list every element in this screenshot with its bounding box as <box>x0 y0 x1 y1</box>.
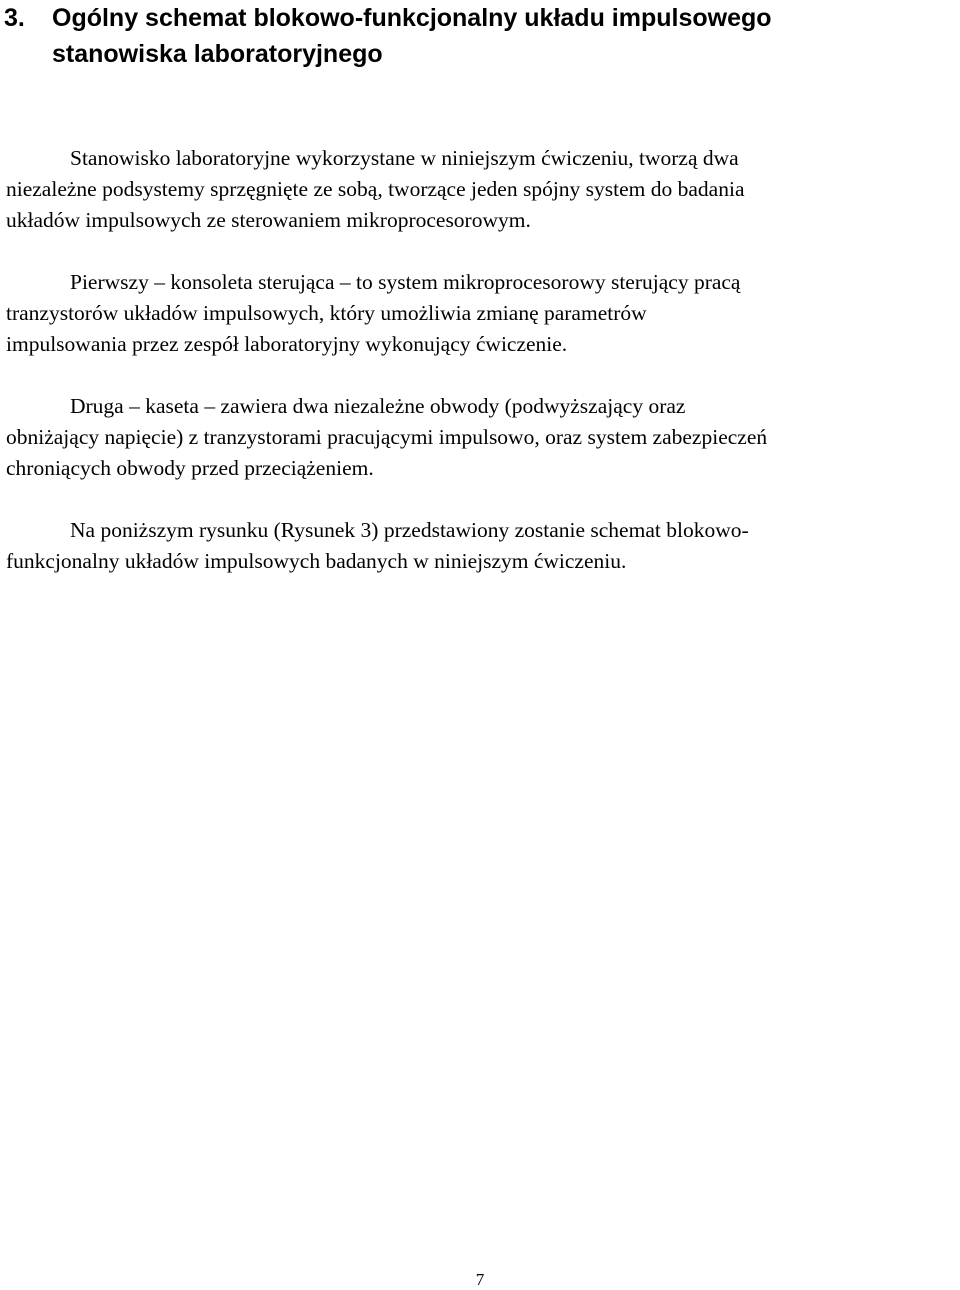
section-heading <box>4 0 954 72</box>
paragraph-line: Na poniższym rysunku (Rysunek 3) przedstawiony zostanie schemat blokowo- <box>70 518 749 542</box>
section-title-line-2: stanowiska laboratoryjnego <box>52 40 383 68</box>
document-body <box>6 143 956 608</box>
paragraph-line: Druga – kaseta – zawiera dwa niezależne obwody (podwyższający oraz <box>70 394 686 418</box>
paragraph-line: funkcjonalny układów impulsowych badanych w niniejszym ćwiczeniu. <box>6 549 627 573</box>
paragraph-line: niezależne podsystemy sprzęgnięte ze sobą, tworzące jeden spójny system do badania <box>6 177 745 201</box>
paragraph-line: układów impulsowych ze sterowaniem mikroprocesorowym. <box>6 208 531 232</box>
paragraph-line: obniżający napięcie) z tranzystorami pracującymi impulsowo, oraz system zabezpieczeń <box>6 425 768 449</box>
paragraph-intro <box>6 143 956 236</box>
page-number: 7 <box>475 1270 485 1289</box>
paragraph-line: impulsowania przez zespół laboratoryjny wykonujący ćwiczenie. <box>6 332 568 356</box>
paragraph-line: tranzystorów układów impulsowych, który umożliwia zmianę parametrów <box>6 301 647 325</box>
paragraph-line: Pierwszy – konsoleta sterująca – to system mikroprocesorowy sterujący pracą <box>70 270 741 294</box>
paragraph-console <box>6 267 956 360</box>
section-number: 3. <box>4 4 25 32</box>
paragraph-line: Stanowisko laboratoryjne wykorzystane w niniejszym ćwiczeniu, tworzą dwa <box>70 146 739 170</box>
section-title-line-1: Ogólny schemat blokowo-funkcjonalny układu impulsowego <box>52 4 772 32</box>
paragraph-figure-reference <box>6 515 956 577</box>
paragraph-cassette <box>6 391 956 484</box>
paragraph-line: chroniących obwody przed przeciążeniem. <box>6 456 374 480</box>
